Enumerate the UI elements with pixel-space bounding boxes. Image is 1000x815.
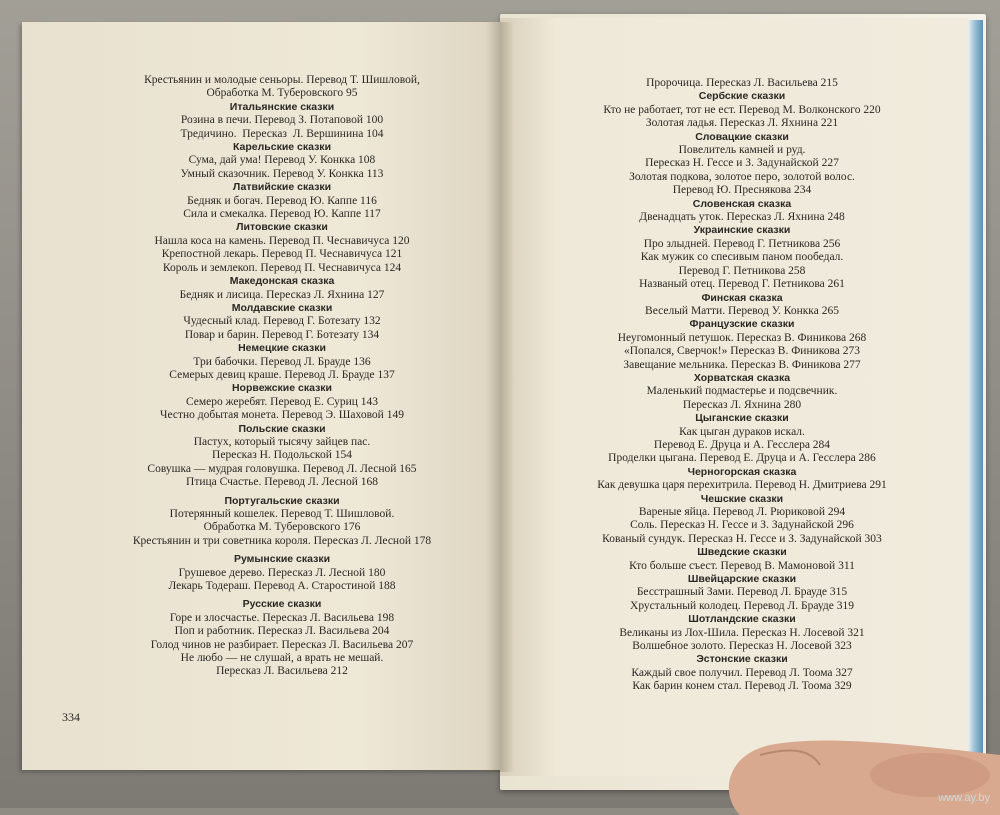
section-heading: Литовские сказки (236, 221, 328, 234)
section-heading: Латвийские сказки (232, 181, 332, 194)
contents-entry: Пророчица. Пересказ Л. Васильева 215 (646, 77, 838, 89)
section-heading: Немецкие сказки (238, 342, 326, 355)
contents-entry: Кто не работает, тот не ест. Перевод М. Волконского 220 (603, 103, 881, 116)
contents-entry: Семерых девиц краше. Перевод Л. Брауде 137 (169, 368, 395, 381)
section-heading: Черногорская сказка (687, 465, 797, 478)
section-heading: Словенская сказка (692, 197, 792, 210)
contents-entry: Как мужик со спесивым паном пообедал. (640, 251, 844, 264)
contents-entry: Крепостной лекарь. Перевод П. Чеснавичуса 121 (161, 248, 403, 261)
section-heading: Русские сказки (242, 598, 322, 611)
contents-entry: Крестьянин и молодые сеньоры. Перевод Т. Шишловой, (144, 74, 420, 86)
contents-entry: Крестьянин и три советника короля. Пересказ Л. Лесной 178 (132, 534, 432, 547)
contents-entry: Как цыган дураков искал. (679, 425, 805, 438)
section-heading: Украинские сказки (693, 224, 791, 237)
section-heading: Швейцарские сказки (687, 573, 797, 586)
contents-entry: Каждый свое получил. Перевод Л. Тоома 327 (631, 666, 853, 679)
contents-entry: Кто больше съест. Перевод В. Мамоновой 311 (629, 559, 855, 572)
contents-entry: Названый отец. Перевод Г. Петникова 261 (639, 278, 845, 291)
contents-entry: Кованый сундук. Пересказ Н. Гессе и З. Задунайской 303 (602, 532, 882, 545)
contents-entry: Маленький подмастерье и подсвечник. (646, 385, 838, 398)
contents-entry: Не любо — не слушай, а врать не мешай. (180, 652, 384, 665)
contents-entry: Тредичино. Пересказ Л. Вершинина 104 (180, 127, 384, 140)
section-heading: Эстонские сказки (696, 653, 788, 666)
contents-entry: Чудесный клад. Перевод Г. Ботезату 132 (183, 315, 381, 328)
contents-entry: Вареные яйца. Перевод Л. Рюриковой 294 (638, 506, 846, 518)
contents-entry: Семеро жеребят. Перевод Е. Суриц 143 (185, 395, 379, 408)
section-heading: Румынские сказки (233, 553, 331, 566)
section-heading: Шотландские сказки (688, 613, 796, 626)
section-heading: Македонская сказка (229, 275, 335, 288)
contents-entry: Голод чинов не разбирает. Пересказ Л. Васильева 207 (150, 638, 414, 651)
contents-entry: Волшебное золото. Пересказ Н. Лосевой 323 (632, 640, 852, 653)
contents-entry: Король и землекоп. Перевод П. Чеснавичуса 124 (162, 261, 402, 274)
contents-entry: Совушка — мудрая головушка. Перевод Л. Лесной 165 (147, 462, 417, 475)
contents-entry: Пересказ Л. Яхнина 280 (682, 398, 802, 411)
section-heading: Шведские сказки (697, 546, 787, 559)
contents-entry: Обработка М. Туберовского 95 (206, 87, 358, 100)
contents-entry: Соль. Пересказ Н. Гессе и З. Задунайской 296 (630, 519, 854, 532)
contents-entry: Неугомонный петушок. Пересказ В. Финикова 268 (617, 331, 867, 344)
section-heading: Карельские сказки (232, 141, 332, 154)
contents-entry: Грушевое дерево. Пересказ Л. Лесной 180 (178, 566, 386, 579)
section-heading: Португальские сказки (224, 494, 340, 507)
left-page (22, 22, 502, 770)
contents-entry: Пересказ Н. Гессе и З. Задунайской 227 (645, 157, 839, 170)
contents-entry: Повелитель камней и руд. (678, 144, 806, 157)
section-heading: Чешские сказки (700, 492, 784, 505)
contents-entry: Бесстрашный Зами. Перевод Л. Брауде 315 (636, 586, 848, 599)
contents-entry: Золотая ладья. Пересказ Л. Яхнина 221 (645, 117, 839, 130)
section-heading: Молдавские сказки (231, 301, 333, 314)
section-heading: Сербские сказки (698, 90, 786, 103)
contents-entry: Про злыдней. Перевод Г. Петникова 256 (643, 237, 841, 250)
contents-entry: Честно добытая монета. Перевод Э. Шаховой 149 (160, 409, 404, 422)
section-heading: Финская сказка (701, 291, 783, 304)
right-contents-column (522, 77, 962, 694)
section-heading: Норвежские сказки (231, 382, 333, 395)
contents-entry: Хрустальный колодец. Перевод Л. Брауде 319 (630, 599, 854, 612)
contents-entry: Потерянный кошелек. Перевод Т. Шишловой. (169, 508, 395, 520)
contents-entry: «Попался, Сверчок!» Пересказ В. Финикова 273 (623, 345, 861, 358)
section-heading: Французские сказки (689, 318, 795, 331)
contents-entry: Пересказ Л. Васильева 212 (216, 665, 348, 678)
contents-entry: Перевод Г. Петникова 258 (678, 264, 806, 277)
contents-entry: Проделки цыгана. Перевод Е. Друца и А. Гесслера 286 (608, 452, 876, 465)
section-heading: Хорватская сказка (693, 371, 791, 384)
contents-entry: Веселый Матти. Перевод У. Конкка 265 (645, 304, 839, 317)
contents-entry: Нашла коса на камень. Перевод П. Чеснавичуса 120 (154, 234, 410, 247)
contents-entry: Перевод Ю. Преснякова 234 (672, 184, 812, 197)
section-heading: Словацкие сказки (695, 130, 789, 143)
contents-entry: Как девушка царя перехитрила. Перевод Н. Дмитриева 291 (597, 479, 887, 492)
contents-entry: Птица Счастье. Перевод Л. Лесной 168 (186, 476, 378, 489)
contents-entry: Повар и барин. Перевод Г. Ботезату 134 (184, 328, 380, 341)
contents-entry: Пастух, который тысячу зайцев пас. (193, 435, 371, 448)
contents-entry: Обработка М. Туберовского 176 (203, 521, 361, 534)
contents-entry: Бедняк и богач. Перевод Ю. Каппе 116 (187, 194, 377, 207)
page-number: 334 (62, 710, 80, 724)
contents-entry: Великаны из Лох-Шила. Пересказ Н. Лосевой 321 (619, 626, 865, 639)
contents-entry: Как барин конем стал. Перевод Л. Тоома 329 (632, 680, 852, 693)
right-page (500, 18, 968, 776)
watermark: www.ay.by (938, 792, 990, 804)
section-heading: Польские сказки (238, 422, 326, 435)
section-heading: Итальянские сказки (229, 100, 335, 113)
contents-entry: Пересказ Н. Подольской 154 (212, 449, 352, 462)
contents-entry: Горе и злосчастье. Пересказ Л. Васильева 198 (169, 611, 395, 624)
contents-entry: Розина в печи. Перевод З. Потаповой 100 (180, 114, 384, 127)
contents-entry: Умный сказочник. Перевод У. Конкка 113 (180, 167, 384, 180)
book-gutter (486, 22, 514, 772)
contents-entry: Завещание мельника. Пересказ В. Финикова 277 (623, 358, 861, 371)
contents-entry: Поп и работник. Пересказ Л. Васильева 204 (174, 625, 390, 638)
contents-entry: Сума, дай ума! Перевод У. Конкка 108 (188, 154, 376, 167)
contents-entry: Перевод Е. Друца и А. Гесслера 284 (653, 438, 831, 451)
left-contents-column (72, 74, 492, 679)
section-heading: Цыганские сказки (695, 412, 789, 425)
contents-entry: Двенадцать уток. Пересказ Л. Яхнина 248 (639, 211, 845, 224)
contents-entry: Бедняк и лисица. Пересказ Л. Яхнина 127 (179, 288, 385, 301)
contents-entry: Золотая подкова, золотое перо, золотой волос. (629, 170, 855, 183)
contents-entry: Лекарь Тодераш. Перевод А. Старостиной 188 (168, 580, 396, 593)
contents-entry: Три бабочки. Перевод Л. Брауде 136 (193, 355, 371, 368)
contents-entry: Сила и смекалка. Перевод Ю. Каппе 117 (183, 208, 381, 221)
